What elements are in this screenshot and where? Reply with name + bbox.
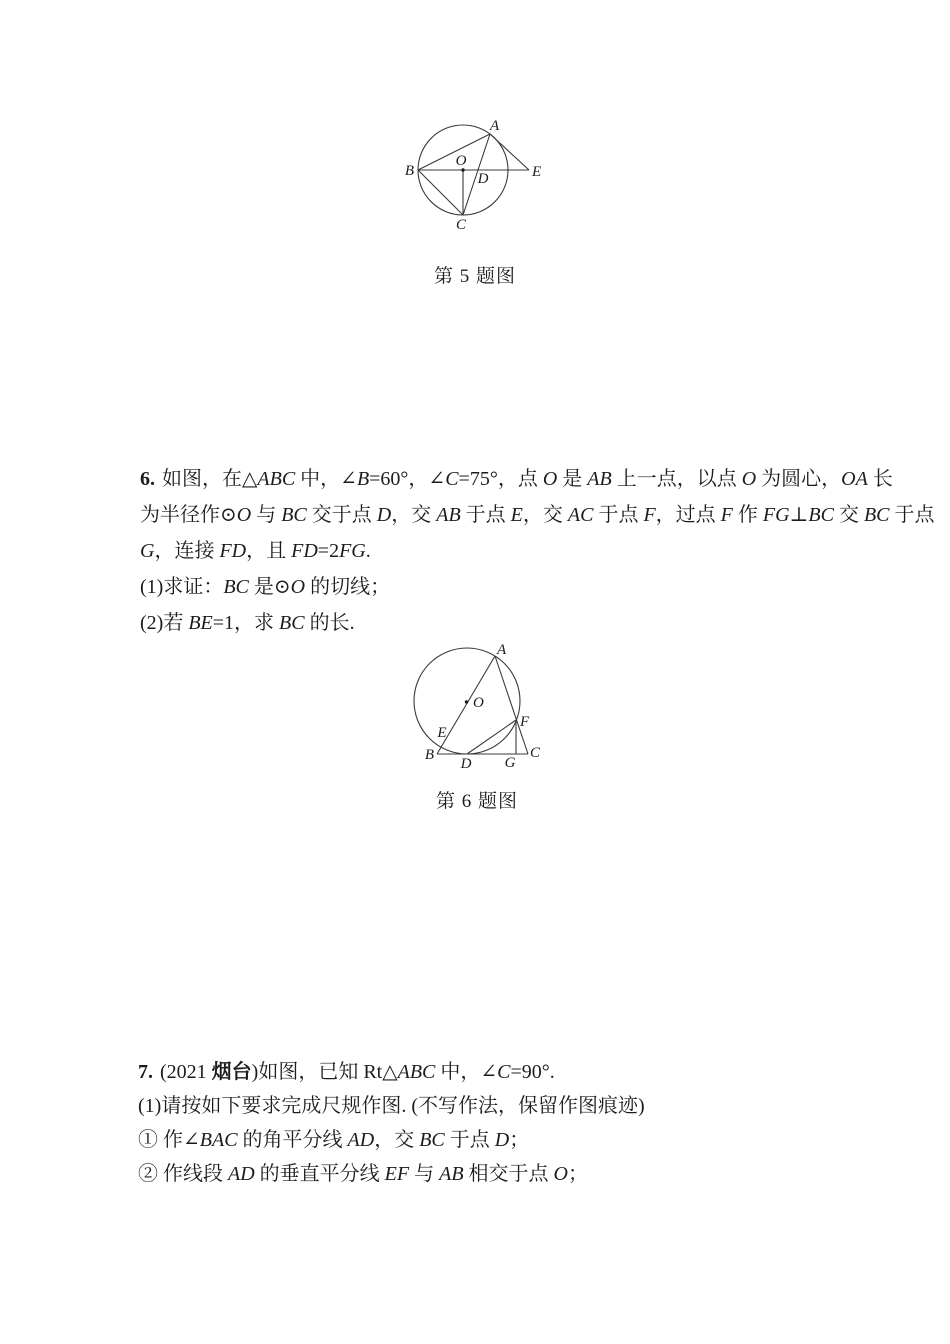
problem-7-step-2: ② 作线段 AD 的垂直平分线 EF 与 AB 相交于点 O； bbox=[138, 1163, 588, 1185]
point-label-E: E bbox=[532, 164, 542, 180]
point-label-C: C bbox=[455, 217, 467, 233]
point-label-B: B bbox=[404, 163, 414, 179]
problem-6 bbox=[140, 461, 935, 641]
point-label-C: C bbox=[530, 745, 541, 761]
line-BA bbox=[418, 134, 490, 170]
line-AC bbox=[495, 656, 528, 754]
problem-7-source-open: (2021 bbox=[160, 1061, 212, 1083]
problem-6-line-3: G，连接 FD，且 FD=2FG. bbox=[140, 540, 371, 562]
point-label-E: E bbox=[437, 725, 447, 741]
chord-FD bbox=[467, 720, 516, 754]
problem-7-number: 7. bbox=[138, 1061, 153, 1083]
line-AE bbox=[490, 134, 529, 170]
problem-6-part-1: (1)求证：BC 是⊙O 的切线； bbox=[140, 576, 391, 598]
point-label-B: B bbox=[424, 747, 434, 763]
point-label-O: O bbox=[455, 153, 467, 169]
figure-5-caption: 第 5 题图 bbox=[433, 266, 516, 287]
problem-6-statement-1: 如图，在△ABC 中，∠B=60°，∠C=75°，点 O 是 AB 上一点，以点 O 为圆心，OA 长 bbox=[162, 468, 893, 490]
point-label-A: A bbox=[490, 118, 500, 134]
problem-7-step-1: ① 作∠BAC 的角平分线 AD，交 BC 于点 D； bbox=[138, 1129, 530, 1151]
point-label-G: G bbox=[504, 755, 516, 771]
center-dot bbox=[465, 700, 468, 703]
point-label-A: A bbox=[497, 642, 507, 658]
figure-6-diagram bbox=[400, 640, 552, 772]
problem-7-line-1 bbox=[138, 1055, 868, 1089]
problem-7-part-1: (1)请按如下要求完成尺规作图. (不写作法，保留作图痕迹) bbox=[138, 1095, 645, 1117]
problem-6-number: 6. bbox=[140, 468, 155, 490]
figure-6-caption: 第 6 题图 bbox=[435, 791, 518, 812]
problem-6-line-2: 为半径作⊙O 与 BC 交于点 D，交 AB 于点 E，交 AC 于点 F，过点 F 作 FG⊥BC 交 BC 于点 bbox=[140, 504, 935, 526]
figure-5-diagram bbox=[393, 106, 558, 238]
point-label-D: D bbox=[460, 756, 472, 772]
problem-7-source-city: 烟台 bbox=[211, 1061, 252, 1083]
point-label-F: F bbox=[520, 714, 530, 730]
line-BC bbox=[418, 170, 463, 215]
point-label-D: D bbox=[477, 171, 489, 187]
problem-6-part-2: (2)若 BE=1，求 BC 的长. bbox=[140, 612, 355, 634]
problem-6-line-1 bbox=[140, 461, 893, 497]
problem-7 bbox=[138, 1055, 868, 1191]
problem-7-statement: )如图，已知 Rt△ABC 中，∠C=90°. bbox=[251, 1061, 555, 1083]
point-label-O: O bbox=[473, 695, 484, 711]
